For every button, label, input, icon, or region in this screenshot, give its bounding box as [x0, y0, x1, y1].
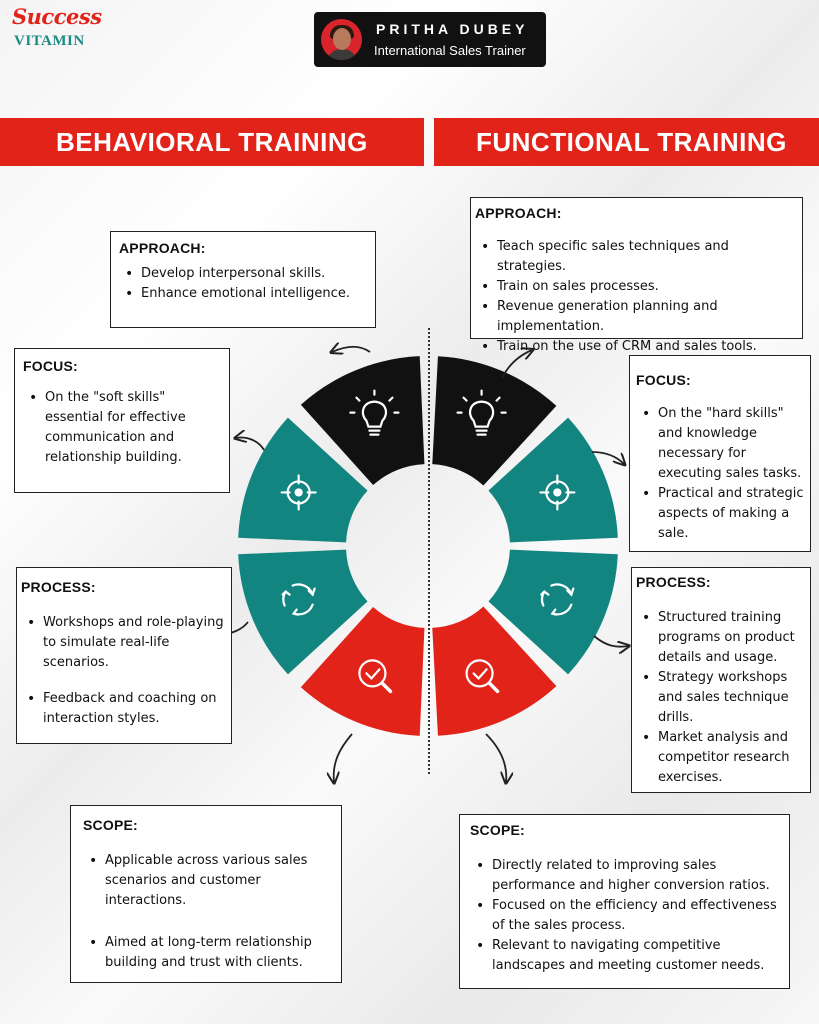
behavioral-focus-box [14, 348, 230, 493]
functional-focus-box [629, 355, 811, 552]
list-item: • Focused on the efficiency and effectiveness of the sales process. [470, 896, 779, 936]
behavioral-training-heading: BEHAVIORAL TRAINING [0, 118, 424, 166]
behavioral-focus-title: FOCUS: [23, 358, 78, 374]
list-item: • Directly related to improving sales performance and higher conversion ratios. [470, 856, 779, 896]
functional-training-heading: FUNCTIONAL TRAINING [434, 118, 819, 166]
arrow-scope-left [334, 734, 352, 782]
list-item: • On the "soft skills" essential for effective communication and relationship building. [23, 388, 221, 468]
behavioral-approach-box [110, 231, 376, 328]
arrow-approach-left [332, 347, 370, 352]
list-item: • Develop interpersonal skills. [119, 264, 367, 284]
list-item: • Train on the use of CRM and sales tools. [475, 337, 798, 357]
functional-process-box [631, 567, 811, 793]
list-item: • Teach specific sales techniques and strategies. [475, 237, 798, 277]
logo-vitamin-text: VITAMIN [14, 33, 85, 49]
behavioral-scope-title: SCOPE: [83, 817, 138, 833]
functional-focus-title: FOCUS: [636, 372, 691, 388]
list-item: • Strategy workshops and sales technique drills. [636, 668, 806, 728]
behavioral-approach-title: APPROACH: [119, 240, 206, 256]
behavioral-scope-box [70, 805, 342, 983]
list-item: • Aimed at long-term relationship building and trust with clients. [83, 933, 329, 973]
list-item: • Market analysis and competitor research exercises. [636, 728, 806, 788]
list-item: • Practical and strategic aspects of making a sale. [636, 484, 804, 544]
trainer-role: International Sales Trainer [374, 43, 526, 58]
functional-approach-box [470, 197, 803, 354]
functional-process-title: PROCESS: [636, 574, 711, 590]
list-item: • Enhance emotional intelligence. [119, 284, 367, 304]
behavioral-process-title: PROCESS: [21, 579, 96, 595]
list-item: • Train on sales processes. [475, 277, 798, 297]
list-item: • Applicable across various sales scenarios and customer interactions. [83, 851, 329, 911]
list-item: • Relevant to navigating competitive landscapes and meeting customer needs. [470, 936, 779, 976]
list-item: • On the "hard skills" and knowledge necessary for executing sales tasks. [636, 404, 804, 484]
functional-scope-title: SCOPE: [470, 822, 525, 838]
trainer-name: PRITHA DUBEY [376, 21, 529, 37]
arrow-focus-left [236, 438, 264, 451]
list-item: • Revenue generation planning and implementation. [475, 297, 798, 337]
list-item: • Structured training programs on product details and usage. [636, 608, 806, 668]
list-item: • Feedback and coaching on interaction styles. [21, 689, 227, 729]
logo-success-text: Success [12, 4, 102, 29]
list-item: • Workshops and role-playing to simulate real-life scenarios. [21, 613, 227, 673]
functional-approach-title: APPROACH: [475, 205, 562, 221]
functional-scope-box [459, 814, 790, 989]
behavioral-process-box [16, 567, 232, 744]
arrow-scope-right [486, 734, 506, 782]
arrow-process-right [594, 636, 628, 647]
